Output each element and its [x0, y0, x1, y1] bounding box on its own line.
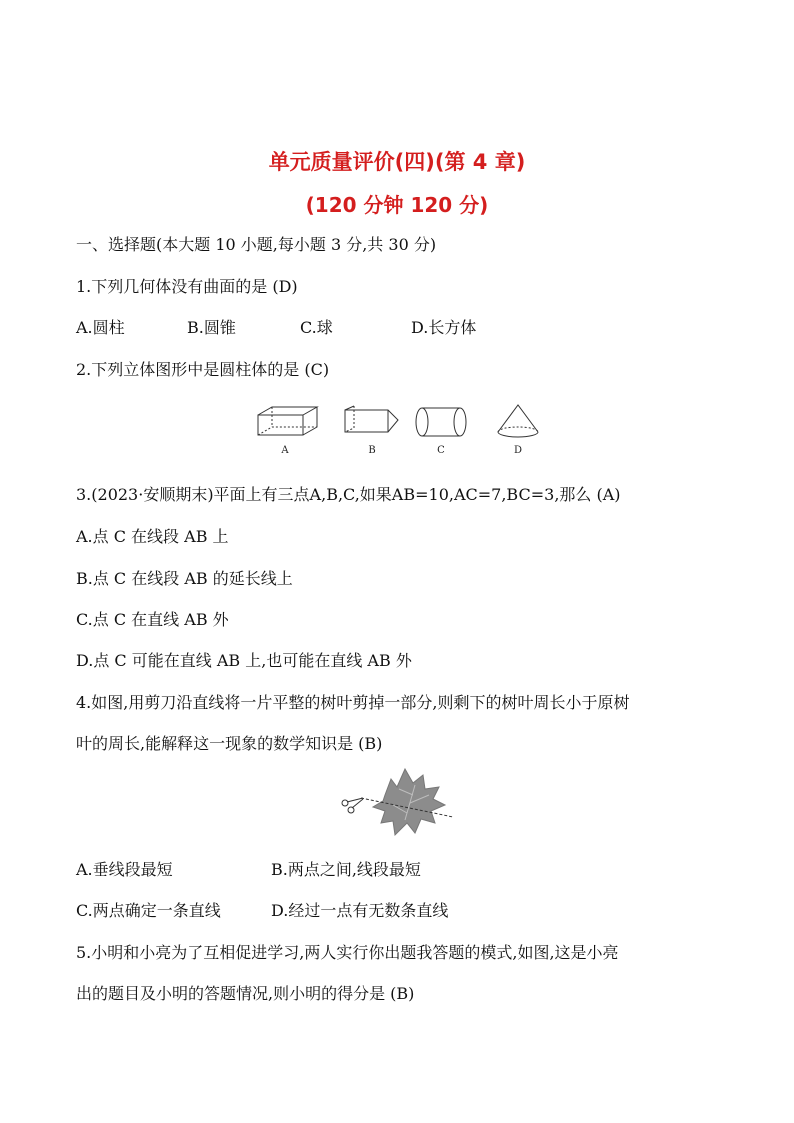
figure-label-d: D: [513, 445, 523, 456]
q1-option-c: C.球: [300, 318, 333, 337]
page-title: 单元质量评价(四)(第 4 章): [268, 150, 526, 174]
question-1-options: [76, 315, 576, 337]
question-5-stem-line1: 5.小明和小亮为了互相促进学习,两人实行你出题我答题的模式,如图,这是小亮: [76, 943, 619, 962]
question-4-stem-line1: 4.如图,用剪刀沿直线将一片平整的树叶剪掉一部分,则剩下的树叶周长小于原树: [76, 693, 630, 712]
q3-option-c: C.点 C 在直线 AB 外: [76, 610, 229, 629]
cone-shape: [498, 405, 538, 437]
q3-option-d: D.点 C 可能在直线 AB 上,也可能在直线 AB 外: [76, 651, 412, 670]
scissors-icon: [342, 798, 363, 813]
figure-label-b: B: [368, 445, 376, 456]
q4-option-b: B.两点之间,线段最短: [271, 860, 421, 879]
q4-options-row-1: [76, 857, 576, 879]
q4-option-a: A.垂线段最短: [76, 860, 173, 879]
question-3-stem: 3.(2023·安顺期末)平面上有三点A,B,C,如果AB=10,AC=7,BC=3,那么 (A): [76, 485, 621, 504]
leaf-figure: [335, 765, 460, 840]
question-4-stem-line2: 叶的周长,能解释这一现象的数学知识是 (B): [76, 734, 383, 753]
question-2-stem: 2.下列立体图形中是圆柱体的是 (C): [76, 360, 330, 379]
prism-shape: [345, 406, 398, 432]
q1-option-b: B.圆锥: [187, 318, 236, 337]
section-heading: 一、选择题(本大题 10 小题,每小题 3 分,共 30 分): [76, 235, 437, 254]
question-1-stem: 1.下列几何体没有曲面的是 (D): [76, 277, 298, 296]
cuboid-shape: [258, 407, 317, 435]
q4-options-row-2: [76, 898, 576, 920]
q1-option-d: D.长方体: [411, 318, 477, 337]
figure-label-c: C: [437, 445, 445, 456]
solids-figure: [250, 400, 560, 460]
q4-option-d: D.经过一点有无数条直线: [271, 901, 449, 920]
page-subtitle: (120 分钟 120 分): [305, 193, 489, 217]
q1-option-a: A.圆柱: [76, 318, 125, 337]
q4-option-c: C.两点确定一条直线: [76, 901, 221, 920]
q3-option-a: A.点 C 在线段 AB 上: [76, 527, 229, 546]
leaf-shape: [373, 769, 445, 835]
figure-label-a: A: [281, 445, 289, 456]
cylinder-shape: [416, 408, 466, 436]
question-5-stem-line2: 出的题目及小明的答题情况,则小明的得分是 (B): [76, 984, 415, 1003]
q3-option-b: B.点 C 在线段 AB 的延长线上: [76, 569, 293, 588]
